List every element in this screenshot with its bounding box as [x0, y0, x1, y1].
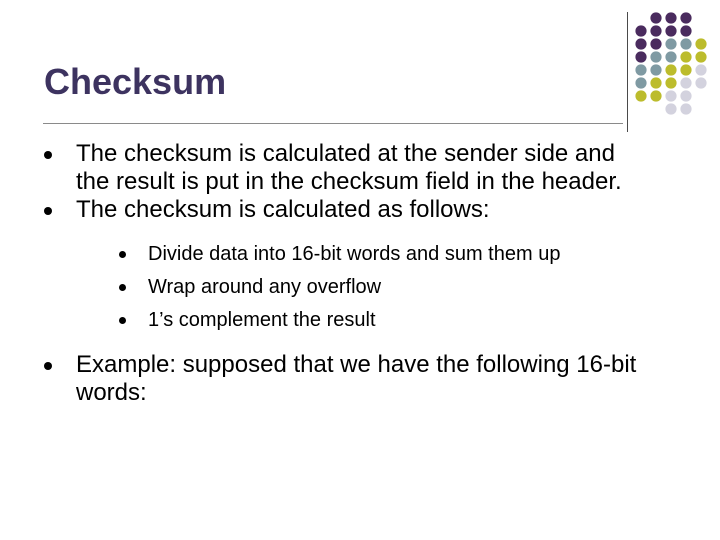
sub-bullet-icon — [119, 251, 126, 258]
decorative-dot — [665, 51, 676, 62]
bullet-icon — [44, 151, 52, 159]
bullet-icon — [44, 362, 52, 370]
decorative-dot — [650, 77, 661, 88]
title-divider — [43, 123, 623, 124]
decorative-dot — [650, 12, 661, 23]
decorative-dot — [680, 12, 691, 23]
sub-bullet-item — [76, 271, 644, 304]
sub-bullet-text: Divide data into 16-bit words and sum them up — [148, 243, 561, 265]
decorative-dot — [680, 103, 691, 114]
decorative-dot — [635, 51, 646, 62]
decorative-dot — [635, 64, 646, 75]
vertical-divider — [627, 12, 628, 132]
decorative-dot — [680, 25, 691, 36]
decorative-dot — [650, 25, 661, 36]
decorative-dot — [635, 38, 646, 49]
decorative-dot — [680, 38, 691, 49]
decorative-dot — [680, 64, 691, 75]
decorative-dot — [650, 90, 661, 101]
decorative-dot — [665, 25, 676, 36]
bullet-item — [44, 140, 644, 196]
bullet-text: The checksum is calculated as follows: — [76, 196, 490, 223]
bullet-text: Example: supposed that we have the following 16-bit words: — [76, 351, 637, 406]
decorative-dot — [695, 38, 706, 49]
sub-bullet-text: Wrap around any overflow — [148, 276, 382, 298]
sub-bullet-text: 1’s complement the result — [148, 309, 376, 331]
slide-title: Checksum — [44, 61, 227, 102]
decorative-dot — [695, 51, 706, 62]
decorative-dot — [680, 51, 691, 62]
bullet-list — [44, 140, 644, 407]
decorative-dot — [650, 38, 661, 49]
decorative-dot — [635, 25, 646, 36]
decorative-dot — [665, 64, 676, 75]
bullet-item — [44, 351, 644, 407]
decorative-dot — [665, 103, 676, 114]
sub-bullet-list — [76, 238, 644, 337]
decorative-dot — [665, 38, 676, 49]
decorative-dot — [650, 51, 661, 62]
bullet-icon — [44, 207, 52, 215]
sub-bullet-icon — [119, 284, 126, 291]
bullet-text: The checksum is calculated at the sender side and the result is put in the checksum field in the header. — [76, 140, 622, 195]
bullet-item — [44, 196, 644, 337]
sub-bullet-item — [76, 238, 644, 271]
decorative-dot — [665, 12, 676, 23]
decorative-dot — [635, 90, 646, 101]
decorative-dot — [695, 77, 706, 88]
decorative-dot-grid — [635, 12, 720, 122]
decorative-dot — [695, 64, 706, 75]
decorative-dot — [665, 90, 676, 101]
decorative-dot — [680, 77, 691, 88]
decorative-dot — [680, 90, 691, 101]
decorative-dot — [650, 64, 661, 75]
sub-bullet-icon — [119, 317, 126, 324]
sub-bullet-item — [76, 304, 644, 337]
decorative-dot — [665, 77, 676, 88]
decorative-dot — [635, 77, 646, 88]
